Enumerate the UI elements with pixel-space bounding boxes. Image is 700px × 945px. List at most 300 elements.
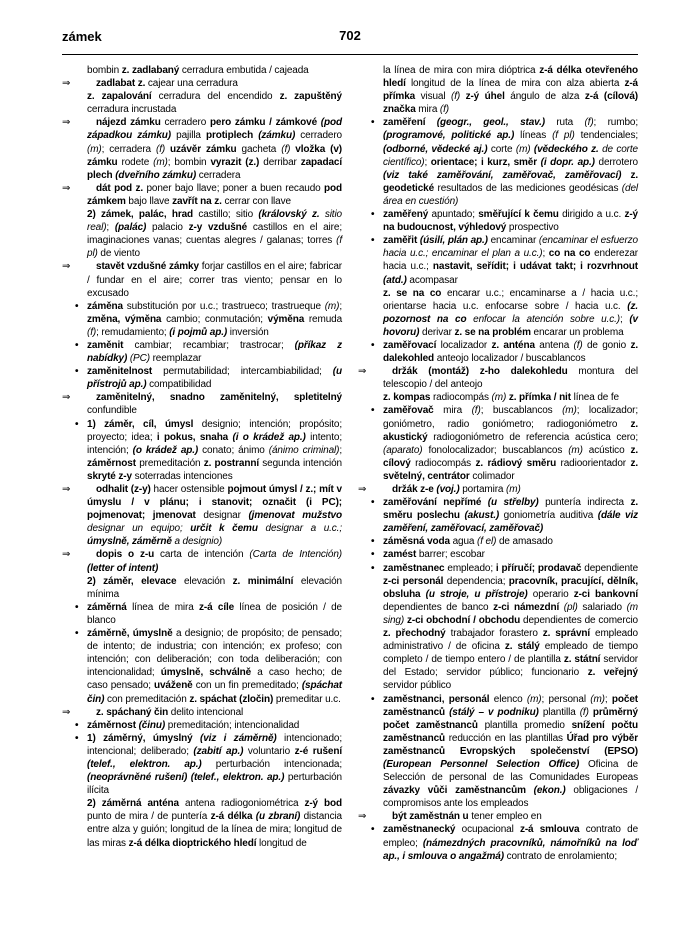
text-run: de corte científico) bbox=[383, 143, 638, 168]
dictionary-entry bbox=[62, 601, 342, 627]
text-run: z-ý na budoucnost, výhledový bbox=[383, 209, 638, 234]
text-run: (u střelby) bbox=[487, 497, 546, 509]
text-run: z. kompas bbox=[383, 392, 433, 404]
text-run: zaměřit bbox=[383, 235, 420, 247]
text-run: (m sing) bbox=[383, 601, 639, 626]
text-run: 2) záměrná anténa bbox=[87, 798, 186, 810]
text-run: zaměření bbox=[383, 117, 437, 129]
text-run: z. světelný, centrátor bbox=[383, 457, 638, 482]
text-run: záměsná voda bbox=[383, 536, 453, 548]
text-run: (i o krádež ap.) bbox=[232, 431, 311, 443]
text-run: zaměřovač bbox=[383, 405, 444, 417]
text-run: záměna bbox=[87, 300, 127, 312]
arrow-icon: ⇒ bbox=[62, 182, 71, 194]
text-run: pojmout úmysl / z.; mít v úmyslu / v plánu; i stanovit; označit (i PC); pojmenovat; jmenovat bbox=[87, 484, 342, 522]
dictionary-entry bbox=[358, 548, 638, 561]
text-run: (f) bbox=[281, 143, 296, 155]
text-run: (f pl) bbox=[552, 130, 581, 142]
arrow-icon: ⇒ bbox=[62, 78, 71, 90]
text-run: z. přímka / nit bbox=[508, 392, 574, 404]
bullet-icon: • bbox=[75, 300, 79, 312]
text-run: z. stálý bbox=[504, 641, 545, 653]
dictionary-entry bbox=[62, 418, 342, 483]
arrow-icon: ⇒ bbox=[62, 392, 71, 404]
text-run: operario bbox=[532, 588, 574, 600]
text-run: z. akustický bbox=[383, 418, 638, 443]
text-run: (v hovoru) bbox=[383, 313, 638, 338]
text-run: barrer; escobar bbox=[418, 549, 485, 561]
text-run: zaměnitelný, snadno zaměnitelný, spletitelný bbox=[96, 392, 342, 404]
text-run: zaměřovací bbox=[383, 339, 441, 351]
text-run: záměrnost bbox=[87, 457, 140, 469]
text-run: compatibilidad bbox=[149, 379, 212, 391]
text-run: dependientes de banco bbox=[383, 601, 494, 613]
text-run: ; bbox=[604, 693, 612, 705]
text-run: (akust.) bbox=[464, 510, 504, 522]
dictionary-entry bbox=[358, 287, 638, 339]
text-run: cerradera bbox=[198, 169, 241, 181]
text-run: plantilla promedio bbox=[484, 719, 572, 731]
text-run: ; bombin bbox=[167, 156, 211, 168]
text-run: a designio) bbox=[174, 536, 223, 548]
text-run: designar bbox=[203, 510, 249, 522]
text-run: montura del telescopio / del anteojo bbox=[383, 366, 638, 391]
text-run: (f el) bbox=[477, 536, 499, 548]
text-run: z. dalekohled bbox=[383, 339, 638, 365]
dictionary-entry bbox=[358, 404, 638, 483]
text-run: a designio; de propósito; de pensado; de intento; de industria; con intención; ex profeso; con intención; con deliberación; con toda deliberación; con intencionalidad; bbox=[87, 628, 342, 679]
text-run: zaměřený bbox=[383, 209, 432, 221]
text-run: z. geodetické bbox=[383, 169, 638, 194]
text-run: 1) záměrný, úmyslný bbox=[87, 732, 201, 744]
dictionary-entry bbox=[358, 391, 638, 404]
text-run: portamira bbox=[462, 484, 507, 495]
text-run: substitución por u.c.; trastrueco; trastrueque bbox=[126, 300, 325, 312]
text-run: acústico bbox=[588, 444, 631, 456]
text-run: (encaminar el esfuerzo hacia u.c.; encaminar el plan a u.c.) bbox=[383, 235, 638, 260]
text-run: zaměřování nepřímé bbox=[383, 497, 488, 509]
text-run: premeditación bbox=[139, 457, 204, 469]
arrow-icon: ⇒ bbox=[62, 117, 71, 129]
text-run: (m) bbox=[324, 300, 340, 312]
text-run: apuntado; bbox=[431, 209, 479, 221]
text-run: dirigido a u.c. bbox=[562, 209, 625, 221]
text-run: (programové, politické ap.) bbox=[383, 130, 521, 142]
dictionary-entry bbox=[62, 300, 342, 339]
text-run: dopis o z-u bbox=[96, 549, 161, 561]
text-run: contrato de enrolamiento; bbox=[506, 850, 617, 862]
text-run: z-á (cílová) značka bbox=[383, 91, 638, 116]
text-run: (u zbraní) bbox=[255, 811, 304, 823]
text-run: distancia entre alza y guión; longitud de la línea de mira; longitud de las miras bbox=[87, 811, 342, 849]
text-run: (odborné, vědecké aj.) bbox=[383, 143, 491, 155]
text-run: empleado; bbox=[447, 562, 496, 574]
text-run: záměrnost bbox=[87, 719, 139, 731]
text-run: mira bbox=[418, 104, 440, 116]
text-run: (zabití ap.) bbox=[193, 745, 248, 757]
text-run: z. zadlabaný bbox=[121, 65, 182, 76]
text-run: z. rádiový směru bbox=[475, 457, 561, 469]
text-run: inversión bbox=[229, 326, 269, 338]
text-run: ; bbox=[339, 444, 343, 456]
text-run: změna, výměna bbox=[87, 313, 167, 325]
text-run: colimador bbox=[472, 470, 515, 482]
text-run: (příkaz z nabídky) bbox=[87, 339, 342, 365]
text-run: z-á cíle bbox=[199, 601, 240, 613]
text-run: perturbación ilícita bbox=[87, 772, 342, 797]
dictionary-entry bbox=[358, 64, 638, 116]
text-run: směřující k čemu bbox=[478, 209, 563, 221]
dictionary-entry bbox=[358, 483, 638, 496]
text-run: (f) bbox=[584, 117, 594, 129]
text-run: (f) bbox=[579, 706, 593, 718]
text-run: (m) bbox=[526, 693, 542, 705]
text-run: dependencia; bbox=[446, 575, 509, 587]
text-run: z. spáchat (zločin) bbox=[189, 693, 276, 705]
text-run: fonolocalizador; buscablancos bbox=[428, 444, 569, 456]
text-run: cerradura del encendido bbox=[158, 91, 280, 103]
text-run: bajo llave bbox=[128, 195, 173, 207]
text-run: snížení počtu zaměstnanců bbox=[383, 719, 638, 744]
dictionary-entry bbox=[358, 365, 638, 391]
page-number: 702 bbox=[339, 28, 361, 43]
text-run: con premeditación bbox=[106, 693, 190, 705]
text-run: poner bajo llave; poner a buen recaudo bbox=[146, 182, 325, 194]
text-run: (viz také zaměřování, zaměřovač, zaměřovací) bbox=[383, 169, 631, 181]
text-run: z-ci bankovní bbox=[573, 588, 638, 600]
text-run: (Carta de Intención) bbox=[249, 549, 342, 561]
text-run: stavět vzdušné zámky bbox=[96, 261, 202, 273]
arrow-icon: ⇒ bbox=[62, 484, 71, 495]
text-run: držák z-e bbox=[392, 484, 437, 495]
arrow-icon: ⇒ bbox=[62, 261, 71, 273]
text-run: cambio; conmutación; bbox=[166, 313, 268, 325]
dictionary-entry bbox=[62, 116, 342, 181]
dictionary-entry bbox=[62, 90, 342, 116]
arrow-icon: ⇒ bbox=[358, 811, 367, 823]
text-run: dát pod z. bbox=[96, 182, 147, 194]
text-run: localizador bbox=[440, 339, 492, 351]
text-run: z. se na problém bbox=[454, 326, 534, 338]
text-run: cerrar con llave bbox=[224, 195, 291, 207]
text-run: ; bbox=[424, 156, 431, 168]
text-run: (královský z. bbox=[258, 209, 325, 221]
dictionary-entry bbox=[62, 260, 342, 299]
text-run: pracovník, pracující, dělník, obsluha bbox=[383, 575, 638, 600]
text-run: línea de posición / de blanco bbox=[87, 601, 342, 626]
text-run: (f) bbox=[155, 143, 171, 155]
text-run: (pod západkou zámku) bbox=[87, 117, 342, 142]
dictionary-entry bbox=[62, 64, 342, 77]
dictionary-entry bbox=[62, 719, 342, 732]
guide-word: zámek bbox=[62, 29, 102, 44]
text-run: (i pojmů ap.) bbox=[169, 326, 230, 338]
text-run: z. veřejný bbox=[587, 667, 638, 679]
text-run: contrato de empleo; bbox=[383, 824, 639, 849]
text-run: (telef., elektron. ap.) bbox=[87, 758, 216, 770]
text-run: zaměnit bbox=[87, 339, 135, 351]
text-run: úmyslně, záměrně bbox=[87, 536, 175, 548]
text-run: (neoprávněné rušení) (telef., elektron. ap.) bbox=[87, 772, 288, 784]
text-run: (ekon.) bbox=[533, 785, 574, 797]
text-run: (m) bbox=[590, 693, 605, 705]
text-run: výměna bbox=[267, 313, 309, 325]
text-run: (z. pozornost na co bbox=[383, 300, 638, 325]
text-run: enderezar hacia u.c.; bbox=[383, 248, 639, 273]
text-run: reducción en las plantillas bbox=[448, 732, 567, 744]
text-run: (dveřního zámku) bbox=[115, 169, 199, 181]
text-run: z. se na co bbox=[383, 287, 447, 299]
text-run: ángulo de alza bbox=[510, 91, 585, 103]
text-run: z. směru poslechu bbox=[383, 497, 638, 522]
text-run: zaměnitelnost bbox=[87, 366, 164, 378]
text-run: tener empleo en bbox=[471, 811, 542, 823]
bullet-icon: • bbox=[371, 235, 375, 247]
text-run: ; bbox=[339, 300, 342, 312]
text-run: (atd.) bbox=[383, 274, 410, 286]
text-run: dependientes de comercio bbox=[523, 614, 638, 626]
dictionary-entry bbox=[62, 182, 342, 208]
text-run: zaměstnanci, personál bbox=[383, 693, 494, 705]
text-run: (aparato) bbox=[383, 444, 429, 456]
text-run: de viento bbox=[100, 248, 140, 260]
text-run: servidor del Estado; servidor público; funcionario bbox=[383, 654, 638, 679]
text-run: z-á smlouva bbox=[519, 824, 586, 836]
left-column bbox=[62, 64, 342, 863]
bullet-icon: • bbox=[75, 719, 79, 731]
text-run: soterradas intenciones bbox=[134, 470, 233, 482]
text-run: (m) bbox=[87, 143, 102, 155]
text-run: salariado bbox=[582, 601, 627, 613]
dictionary-entry bbox=[62, 77, 342, 90]
text-run: de gonio bbox=[586, 339, 631, 351]
arrow-icon: ⇒ bbox=[62, 549, 71, 561]
text-run: ocupacional bbox=[461, 824, 520, 836]
text-run: orientace; i kurz, směr bbox=[430, 156, 541, 168]
text-run: (f) bbox=[471, 405, 481, 417]
dictionary-entry bbox=[358, 823, 638, 862]
text-run: dependiente bbox=[584, 562, 639, 574]
bullet-icon: • bbox=[75, 732, 79, 744]
dictionary-columns bbox=[62, 64, 638, 863]
text-run: ; personal bbox=[541, 693, 591, 705]
bullet-icon: • bbox=[75, 628, 79, 640]
text-run: empleado administrativo / de oficina bbox=[383, 628, 638, 653]
text-run: cambiar; recambiar; trastrocar; bbox=[134, 339, 295, 351]
text-run: co na co bbox=[548, 248, 595, 260]
text-run: ; rumbo; bbox=[593, 117, 638, 129]
text-run: (vědeckého z. bbox=[533, 143, 603, 155]
arrow-icon: ⇒ bbox=[358, 366, 367, 378]
text-run: nájezd zámku bbox=[96, 117, 165, 129]
text-run: (palác) bbox=[114, 222, 153, 234]
text-run: (činu) bbox=[138, 719, 168, 731]
text-run: conato; ánimo bbox=[202, 444, 269, 456]
dictionary-entry bbox=[62, 391, 342, 417]
text-run: forjar castillos en el aire; fabricar / fundar en el aire; correr tras viento; pensar en lo excusado bbox=[87, 261, 342, 299]
text-run: z-ci obchodní / obchodu bbox=[407, 614, 524, 626]
text-run: antena radiogoniométrica bbox=[185, 798, 305, 810]
text-run: intencionado; intencional; deliberado; bbox=[87, 732, 342, 757]
text-run: z. minimální bbox=[232, 575, 301, 587]
text-run: mira bbox=[443, 405, 472, 417]
text-run: con un fin premeditado; bbox=[195, 680, 302, 692]
text-run: (i dopr. ap.) bbox=[540, 156, 599, 168]
text-run: z-ci námezdní bbox=[493, 601, 564, 613]
text-run: záměrně, úmyslně bbox=[87, 628, 176, 640]
text-run: z-á přímka bbox=[383, 78, 638, 103]
bullet-icon: • bbox=[371, 117, 375, 129]
dictionary-entry bbox=[62, 339, 342, 365]
text-run: elevación bbox=[183, 575, 233, 587]
text-run: perturbación intencionada; bbox=[215, 758, 342, 770]
text-run: pajilla bbox=[176, 130, 206, 142]
bullet-icon: • bbox=[75, 366, 79, 378]
text-run: z. cílový bbox=[383, 444, 639, 469]
text-run: anteojo localizador / buscablancos bbox=[436, 353, 586, 365]
text-run: (geogr., geol., stav.) bbox=[436, 117, 557, 129]
bullet-icon: • bbox=[75, 601, 79, 613]
text-run: enfocar la atención sobre u.c.) bbox=[473, 313, 620, 325]
text-run: remuda bbox=[308, 313, 343, 325]
text-run: agua bbox=[452, 536, 478, 548]
text-run: elenco bbox=[493, 693, 527, 705]
text-run: vyrazit (z.) bbox=[210, 156, 264, 168]
text-run: ruta bbox=[556, 117, 585, 129]
text-run: ; remudamiento; bbox=[96, 326, 170, 338]
text-run: i pokus, snaha bbox=[156, 431, 233, 443]
text-run: corte bbox=[490, 143, 516, 155]
right-column bbox=[358, 64, 638, 863]
bullet-icon: • bbox=[75, 339, 79, 351]
bullet-icon: • bbox=[371, 536, 375, 548]
text-run: línea de mira bbox=[132, 601, 200, 613]
text-run: 2) zámek, palác, hrad bbox=[87, 209, 199, 221]
text-run: designar un equipo; bbox=[87, 523, 191, 535]
dictionary-entry bbox=[62, 732, 342, 797]
text-run: Úřad pro výběr zaměstnanců Evropských společenství (EPSO) bbox=[383, 732, 639, 757]
text-run: derrotero bbox=[598, 156, 638, 168]
text-run: pero zámku / zámkové bbox=[209, 117, 321, 129]
dictionary-entry bbox=[62, 365, 342, 391]
bullet-icon: • bbox=[75, 418, 79, 430]
dictionary-entry bbox=[62, 627, 342, 706]
text-run: z-ci personál bbox=[383, 575, 447, 587]
text-run: (námezdných pracovníků, námořníků na loď ap., i smlouva o angažmá) bbox=[383, 837, 638, 862]
dictionary-entry bbox=[358, 562, 638, 693]
text-run: záměrná bbox=[87, 601, 133, 613]
text-run: Oficina de Selección de personal de las Comunidades Europeas bbox=[383, 758, 638, 784]
bullet-icon: • bbox=[371, 339, 375, 351]
text-run: (dále viz zaměření, zaměřovací, zaměřovač) bbox=[383, 510, 639, 535]
text-run: (m) bbox=[562, 405, 577, 417]
text-run: (f pl) bbox=[87, 235, 342, 260]
text-run: cerradura embutida / cajeada bbox=[181, 65, 309, 76]
text-run: nastavit, seřídit; i udávat takt; i rozvrhnout bbox=[432, 261, 639, 273]
text-run: ; localizador; goniómetro, radio goniómetro; radiogoniómetro bbox=[383, 405, 639, 430]
text-run: delito intencional bbox=[170, 706, 244, 718]
text-run: empleado de tiempo completo / de tiempo entero / de plantilla bbox=[383, 641, 638, 666]
text-run: castillo; sitio bbox=[198, 209, 259, 221]
bullet-icon: • bbox=[371, 693, 375, 705]
text-run: i příručí; prodavač bbox=[495, 562, 585, 574]
text-run: rodete bbox=[121, 156, 154, 168]
text-run: zaměstnanecký bbox=[383, 824, 462, 836]
text-run: ; bbox=[542, 248, 549, 260]
text-run: encaminar bbox=[490, 235, 539, 247]
text-run: radiocompás bbox=[415, 457, 476, 469]
text-run: ; cerradera bbox=[101, 143, 156, 155]
dictionary-entry bbox=[62, 575, 342, 601]
text-run: z-á délka bbox=[210, 811, 256, 823]
text-run: z-ý bod bbox=[304, 798, 342, 810]
text-run: prospectivo bbox=[508, 222, 559, 234]
text-run: (pl) bbox=[563, 601, 583, 613]
text-run: (m) bbox=[506, 484, 521, 495]
text-run: palacio bbox=[152, 222, 189, 234]
text-run: obligaciones / compromisos ante los empleados bbox=[383, 785, 638, 810]
text-run: odhalit (z-y) bbox=[96, 484, 154, 495]
text-run: cerradero bbox=[164, 117, 210, 129]
text-run: 2) záměr, elevace bbox=[87, 575, 184, 587]
text-run: (del área en cuestión) bbox=[383, 182, 638, 207]
text-run: encarar un problema bbox=[533, 326, 624, 338]
dictionary-entry bbox=[358, 208, 638, 234]
text-run: z. přechodný bbox=[383, 628, 451, 640]
text-run: 1) záměr, cíl, úmysl bbox=[87, 418, 202, 430]
text-run: plantilla bbox=[542, 706, 580, 718]
dictionary-entry bbox=[358, 810, 638, 823]
text-run: ; bbox=[619, 313, 630, 325]
text-run: radioorientador bbox=[560, 457, 631, 469]
dictionary-entry bbox=[358, 339, 638, 365]
text-run: antena bbox=[539, 339, 574, 351]
text-run: (u stroje, u přístroje) bbox=[425, 588, 533, 600]
text-run: designar a u.c.; bbox=[265, 523, 342, 535]
text-run: (zámku) bbox=[258, 130, 301, 142]
text-run: být zaměstnán u bbox=[392, 811, 472, 823]
text-run: (f) bbox=[87, 326, 97, 338]
text-run: puntería indirecta bbox=[545, 497, 631, 509]
text-run: cajear una cerradura bbox=[147, 78, 238, 90]
text-run: derribar bbox=[263, 156, 301, 168]
text-run: línea de fe bbox=[573, 392, 619, 404]
text-run: zavřít na z. bbox=[172, 195, 225, 207]
text-run: z. správní bbox=[542, 628, 596, 640]
text-run: úmyslně, schválně bbox=[160, 667, 258, 679]
text-run: (spáchat čin) bbox=[87, 680, 342, 705]
text-run: (European Personnel Selection Office) bbox=[383, 758, 588, 770]
dictionary-entry bbox=[62, 483, 342, 548]
text-run: encarar u.c.; encaminarse a / hacia u.c.; orientarse hacia u.c. enfocarse sobre / hacia u.c. bbox=[383, 287, 638, 312]
text-run: (o krádež ap.) bbox=[132, 444, 203, 456]
dictionary-entry bbox=[358, 693, 638, 811]
dictionary-entry bbox=[358, 234, 638, 286]
text-run: z. postranní bbox=[203, 457, 263, 469]
text-run: (letter of intent) bbox=[87, 562, 159, 574]
text-run: segunda intención bbox=[262, 457, 343, 469]
text-run: premeditar u.c. bbox=[275, 693, 341, 705]
text-run: bombin bbox=[87, 65, 122, 76]
dictionary-entry bbox=[358, 535, 638, 548]
text-run: castillos en el aire; imaginaciones vanas; cuentas alegres / galanas; torres bbox=[87, 222, 342, 247]
text-run: uváženě bbox=[154, 680, 196, 692]
text-run: radiogoniómetro de referencia acústica cero; bbox=[433, 431, 638, 443]
text-run: zaměstnanec bbox=[383, 562, 448, 574]
text-run: gacheta bbox=[241, 143, 282, 155]
text-run: z. zapuštěný bbox=[279, 91, 342, 103]
text-run: zapadací plech bbox=[87, 156, 343, 181]
